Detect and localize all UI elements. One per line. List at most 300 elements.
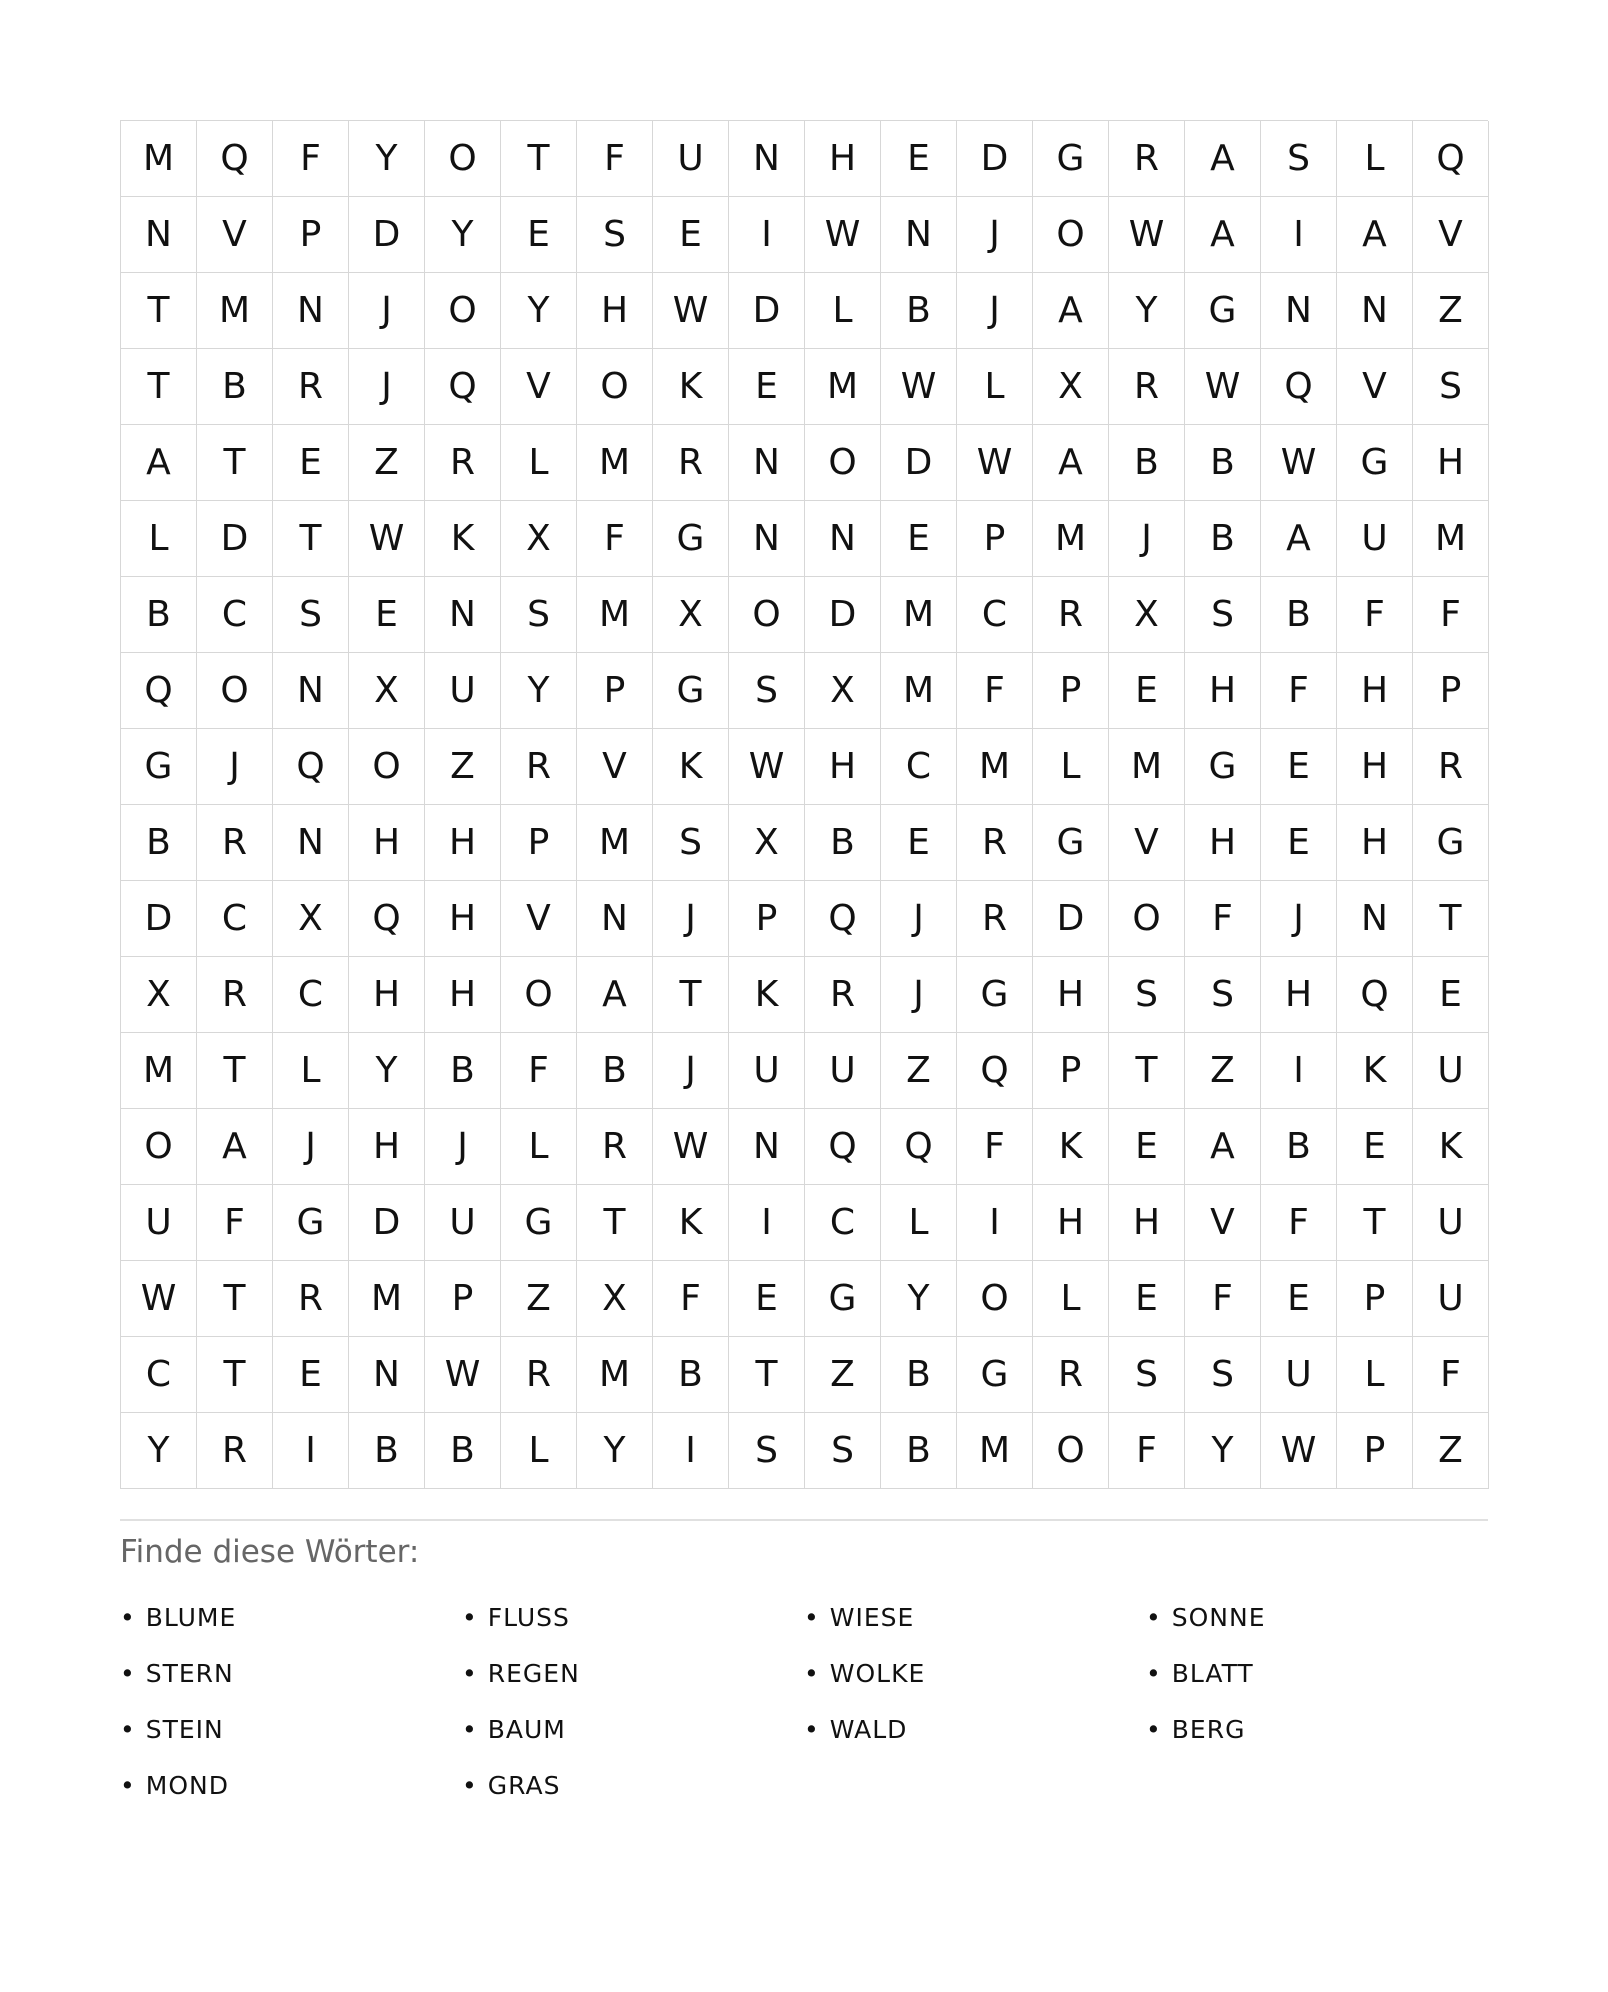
grid-cell[interactable]: H bbox=[577, 273, 653, 349]
grid-cell[interactable]: Z bbox=[501, 1261, 577, 1337]
grid-cell[interactable]: E bbox=[653, 197, 729, 273]
grid-cell[interactable]: X bbox=[729, 805, 805, 881]
grid-cell[interactable]: G bbox=[653, 653, 729, 729]
grid-cell[interactable]: N bbox=[881, 197, 957, 273]
grid-cell[interactable]: M bbox=[957, 1413, 1033, 1489]
grid-cell[interactable]: Z bbox=[805, 1337, 881, 1413]
grid-cell[interactable]: S bbox=[1109, 1337, 1185, 1413]
grid-cell[interactable]: Q bbox=[1337, 957, 1413, 1033]
grid-cell[interactable]: C bbox=[197, 881, 273, 957]
grid-cell[interactable]: F bbox=[273, 121, 349, 197]
grid-cell[interactable]: D bbox=[197, 501, 273, 577]
grid-cell[interactable]: X bbox=[1109, 577, 1185, 653]
grid-cell[interactable]: U bbox=[1413, 1033, 1489, 1109]
grid-cell[interactable]: N bbox=[121, 197, 197, 273]
grid-cell[interactable]: Y bbox=[881, 1261, 957, 1337]
grid-cell[interactable]: F bbox=[1337, 577, 1413, 653]
grid-cell[interactable]: P bbox=[729, 881, 805, 957]
grid-cell[interactable]: C bbox=[121, 1337, 197, 1413]
grid-cell[interactable]: L bbox=[1033, 729, 1109, 805]
grid-cell[interactable]: X bbox=[121, 957, 197, 1033]
grid-cell[interactable]: V bbox=[1337, 349, 1413, 425]
grid-cell[interactable]: K bbox=[1337, 1033, 1413, 1109]
grid-cell[interactable]: R bbox=[273, 1261, 349, 1337]
grid-cell[interactable]: L bbox=[881, 1185, 957, 1261]
grid-cell[interactable]: A bbox=[1033, 425, 1109, 501]
grid-cell[interactable]: J bbox=[881, 881, 957, 957]
grid-cell[interactable]: V bbox=[197, 197, 273, 273]
grid-cell[interactable]: F bbox=[1261, 653, 1337, 729]
grid-cell[interactable]: N bbox=[273, 273, 349, 349]
grid-cell[interactable]: Y bbox=[577, 1413, 653, 1489]
grid-cell[interactable]: R bbox=[1109, 121, 1185, 197]
grid-cell[interactable]: Q bbox=[881, 1109, 957, 1185]
grid-cell[interactable]: G bbox=[957, 1337, 1033, 1413]
grid-cell[interactable]: E bbox=[1109, 653, 1185, 729]
grid-cell[interactable]: U bbox=[425, 1185, 501, 1261]
grid-cell[interactable]: W bbox=[349, 501, 425, 577]
grid-cell[interactable]: T bbox=[121, 273, 197, 349]
grid-cell[interactable]: M bbox=[881, 653, 957, 729]
grid-cell[interactable]: Y bbox=[349, 121, 425, 197]
grid-cell[interactable]: O bbox=[729, 577, 805, 653]
grid-cell[interactable]: H bbox=[805, 121, 881, 197]
grid-cell[interactable]: H bbox=[1185, 805, 1261, 881]
grid-cell[interactable]: R bbox=[1109, 349, 1185, 425]
grid-cell[interactable]: L bbox=[121, 501, 197, 577]
grid-cell[interactable]: J bbox=[349, 349, 425, 425]
grid-cell[interactable]: F bbox=[1413, 577, 1489, 653]
grid-cell[interactable]: Q bbox=[197, 121, 273, 197]
grid-cell[interactable]: S bbox=[1185, 957, 1261, 1033]
grid-cell[interactable]: B bbox=[1185, 501, 1261, 577]
grid-cell[interactable]: Z bbox=[425, 729, 501, 805]
grid-cell[interactable]: S bbox=[729, 1413, 805, 1489]
grid-cell[interactable]: G bbox=[653, 501, 729, 577]
grid-cell[interactable]: E bbox=[1261, 805, 1337, 881]
grid-cell[interactable]: X bbox=[805, 653, 881, 729]
grid-cell[interactable]: N bbox=[425, 577, 501, 653]
grid-cell[interactable]: U bbox=[1337, 501, 1413, 577]
grid-cell[interactable]: J bbox=[881, 957, 957, 1033]
grid-cell[interactable]: B bbox=[881, 1337, 957, 1413]
grid-cell[interactable]: L bbox=[501, 1109, 577, 1185]
grid-cell[interactable]: B bbox=[881, 273, 957, 349]
grid-cell[interactable]: N bbox=[1337, 273, 1413, 349]
grid-cell[interactable]: R bbox=[197, 957, 273, 1033]
grid-cell[interactable]: P bbox=[957, 501, 1033, 577]
grid-cell[interactable]: L bbox=[957, 349, 1033, 425]
grid-cell[interactable]: R bbox=[501, 1337, 577, 1413]
grid-cell[interactable]: V bbox=[1413, 197, 1489, 273]
grid-cell[interactable]: E bbox=[729, 1261, 805, 1337]
grid-cell[interactable]: J bbox=[273, 1109, 349, 1185]
grid-cell[interactable]: B bbox=[881, 1413, 957, 1489]
grid-cell[interactable]: L bbox=[501, 425, 577, 501]
grid-cell[interactable]: B bbox=[197, 349, 273, 425]
grid-cell[interactable]: N bbox=[729, 501, 805, 577]
grid-cell[interactable]: W bbox=[1261, 425, 1337, 501]
grid-cell[interactable]: S bbox=[1185, 577, 1261, 653]
grid-cell[interactable]: M bbox=[1033, 501, 1109, 577]
grid-cell[interactable]: O bbox=[805, 425, 881, 501]
grid-cell[interactable]: I bbox=[1261, 197, 1337, 273]
grid-cell[interactable]: D bbox=[881, 425, 957, 501]
grid-cell[interactable]: K bbox=[1033, 1109, 1109, 1185]
grid-cell[interactable]: A bbox=[121, 425, 197, 501]
grid-cell[interactable]: W bbox=[653, 1109, 729, 1185]
grid-cell[interactable]: J bbox=[425, 1109, 501, 1185]
grid-cell[interactable]: T bbox=[501, 121, 577, 197]
grid-cell[interactable]: Y bbox=[501, 653, 577, 729]
grid-cell[interactable]: F bbox=[957, 653, 1033, 729]
grid-cell[interactable]: Q bbox=[957, 1033, 1033, 1109]
grid-cell[interactable]: S bbox=[1185, 1337, 1261, 1413]
grid-cell[interactable]: D bbox=[957, 121, 1033, 197]
grid-cell[interactable]: E bbox=[501, 197, 577, 273]
grid-cell[interactable]: M bbox=[577, 805, 653, 881]
grid-cell[interactable]: N bbox=[273, 653, 349, 729]
grid-cell[interactable]: D bbox=[121, 881, 197, 957]
grid-cell[interactable]: O bbox=[501, 957, 577, 1033]
grid-cell[interactable]: F bbox=[1413, 1337, 1489, 1413]
grid-cell[interactable]: Y bbox=[1109, 273, 1185, 349]
grid-cell[interactable]: F bbox=[501, 1033, 577, 1109]
grid-cell[interactable]: R bbox=[805, 957, 881, 1033]
grid-cell[interactable]: U bbox=[653, 121, 729, 197]
grid-cell[interactable]: I bbox=[729, 1185, 805, 1261]
grid-cell[interactable]: A bbox=[1337, 197, 1413, 273]
grid-cell[interactable]: S bbox=[805, 1413, 881, 1489]
grid-cell[interactable]: A bbox=[577, 957, 653, 1033]
grid-cell[interactable]: T bbox=[729, 1337, 805, 1413]
grid-cell[interactable]: H bbox=[1337, 805, 1413, 881]
grid-cell[interactable]: S bbox=[1109, 957, 1185, 1033]
grid-cell[interactable]: H bbox=[349, 805, 425, 881]
grid-cell[interactable]: G bbox=[805, 1261, 881, 1337]
grid-cell[interactable]: T bbox=[1109, 1033, 1185, 1109]
grid-cell[interactable]: L bbox=[1033, 1261, 1109, 1337]
grid-cell[interactable]: G bbox=[121, 729, 197, 805]
grid-cell[interactable]: M bbox=[881, 577, 957, 653]
grid-cell[interactable]: F bbox=[1185, 881, 1261, 957]
grid-cell[interactable]: Z bbox=[349, 425, 425, 501]
grid-cell[interactable]: R bbox=[1033, 1337, 1109, 1413]
grid-cell[interactable]: J bbox=[1261, 881, 1337, 957]
grid-cell[interactable]: P bbox=[1033, 653, 1109, 729]
grid-cell[interactable]: O bbox=[957, 1261, 1033, 1337]
grid-cell[interactable]: B bbox=[1261, 577, 1337, 653]
grid-cell[interactable]: P bbox=[1337, 1261, 1413, 1337]
grid-cell[interactable]: T bbox=[1413, 881, 1489, 957]
grid-cell[interactable]: H bbox=[349, 957, 425, 1033]
grid-cell[interactable]: V bbox=[501, 881, 577, 957]
grid-cell[interactable]: L bbox=[1337, 1337, 1413, 1413]
grid-cell[interactable]: B bbox=[577, 1033, 653, 1109]
grid-cell[interactable]: T bbox=[197, 425, 273, 501]
grid-cell[interactable]: E bbox=[1261, 1261, 1337, 1337]
grid-cell[interactable]: H bbox=[1109, 1185, 1185, 1261]
grid-cell[interactable]: R bbox=[957, 881, 1033, 957]
grid-cell[interactable]: K bbox=[425, 501, 501, 577]
grid-cell[interactable]: D bbox=[1033, 881, 1109, 957]
grid-cell[interactable]: N bbox=[729, 425, 805, 501]
grid-cell[interactable]: Z bbox=[1413, 1413, 1489, 1489]
grid-cell[interactable]: P bbox=[273, 197, 349, 273]
grid-cell[interactable]: Z bbox=[881, 1033, 957, 1109]
grid-cell[interactable]: M bbox=[577, 425, 653, 501]
grid-cell[interactable]: B bbox=[1261, 1109, 1337, 1185]
grid-cell[interactable]: Q bbox=[349, 881, 425, 957]
grid-cell[interactable]: C bbox=[197, 577, 273, 653]
grid-cell[interactable]: C bbox=[805, 1185, 881, 1261]
grid-cell[interactable]: T bbox=[273, 501, 349, 577]
grid-cell[interactable]: H bbox=[1337, 729, 1413, 805]
grid-cell[interactable]: L bbox=[1337, 121, 1413, 197]
grid-cell[interactable]: H bbox=[1033, 1185, 1109, 1261]
grid-cell[interactable]: J bbox=[957, 197, 1033, 273]
grid-cell[interactable]: P bbox=[1337, 1413, 1413, 1489]
grid-cell[interactable]: E bbox=[1337, 1109, 1413, 1185]
grid-cell[interactable]: J bbox=[653, 1033, 729, 1109]
grid-cell[interactable]: M bbox=[805, 349, 881, 425]
grid-cell[interactable]: F bbox=[197, 1185, 273, 1261]
grid-cell[interactable]: T bbox=[197, 1033, 273, 1109]
grid-cell[interactable]: M bbox=[957, 729, 1033, 805]
grid-cell[interactable]: O bbox=[425, 273, 501, 349]
grid-cell[interactable]: Q bbox=[1261, 349, 1337, 425]
grid-cell[interactable]: X bbox=[349, 653, 425, 729]
grid-cell[interactable]: E bbox=[729, 349, 805, 425]
grid-cell[interactable]: R bbox=[197, 1413, 273, 1489]
grid-cell[interactable]: D bbox=[349, 1185, 425, 1261]
grid-cell[interactable]: R bbox=[957, 805, 1033, 881]
grid-cell[interactable]: P bbox=[1413, 653, 1489, 729]
grid-cell[interactable]: L bbox=[273, 1033, 349, 1109]
grid-cell[interactable]: W bbox=[805, 197, 881, 273]
grid-cell[interactable]: E bbox=[881, 121, 957, 197]
grid-cell[interactable]: G bbox=[1185, 729, 1261, 805]
grid-cell[interactable]: O bbox=[425, 121, 501, 197]
grid-cell[interactable]: C bbox=[957, 577, 1033, 653]
grid-cell[interactable]: S bbox=[273, 577, 349, 653]
grid-cell[interactable]: W bbox=[1185, 349, 1261, 425]
grid-cell[interactable]: B bbox=[121, 577, 197, 653]
grid-cell[interactable]: O bbox=[197, 653, 273, 729]
grid-cell[interactable]: R bbox=[197, 805, 273, 881]
grid-cell[interactable]: Y bbox=[1185, 1413, 1261, 1489]
grid-cell[interactable]: B bbox=[425, 1033, 501, 1109]
grid-cell[interactable]: K bbox=[1413, 1109, 1489, 1185]
grid-cell[interactable]: X bbox=[501, 501, 577, 577]
grid-cell[interactable]: M bbox=[349, 1261, 425, 1337]
grid-cell[interactable]: B bbox=[349, 1413, 425, 1489]
grid-cell[interactable]: Z bbox=[1185, 1033, 1261, 1109]
grid-cell[interactable]: K bbox=[653, 1185, 729, 1261]
grid-cell[interactable]: W bbox=[1109, 197, 1185, 273]
grid-cell[interactable]: B bbox=[425, 1413, 501, 1489]
grid-cell[interactable]: J bbox=[1109, 501, 1185, 577]
grid-cell[interactable]: I bbox=[653, 1413, 729, 1489]
grid-cell[interactable]: H bbox=[425, 957, 501, 1033]
grid-cell[interactable]: H bbox=[1413, 425, 1489, 501]
grid-cell[interactable]: O bbox=[1033, 197, 1109, 273]
grid-cell[interactable]: M bbox=[121, 121, 197, 197]
grid-cell[interactable]: W bbox=[425, 1337, 501, 1413]
grid-cell[interactable]: X bbox=[577, 1261, 653, 1337]
grid-cell[interactable]: O bbox=[1033, 1413, 1109, 1489]
grid-cell[interactable]: I bbox=[1261, 1033, 1337, 1109]
grid-cell[interactable]: Q bbox=[273, 729, 349, 805]
grid-cell[interactable]: U bbox=[1413, 1261, 1489, 1337]
grid-cell[interactable]: T bbox=[197, 1261, 273, 1337]
grid-cell[interactable]: B bbox=[1185, 425, 1261, 501]
grid-cell[interactable]: G bbox=[273, 1185, 349, 1261]
grid-cell[interactable]: N bbox=[729, 1109, 805, 1185]
grid-cell[interactable]: M bbox=[577, 577, 653, 653]
grid-cell[interactable]: F bbox=[1109, 1413, 1185, 1489]
grid-cell[interactable]: J bbox=[653, 881, 729, 957]
grid-cell[interactable]: S bbox=[729, 653, 805, 729]
grid-cell[interactable]: H bbox=[1261, 957, 1337, 1033]
grid-cell[interactable]: X bbox=[1033, 349, 1109, 425]
grid-cell[interactable]: T bbox=[653, 957, 729, 1033]
grid-cell[interactable]: B bbox=[1109, 425, 1185, 501]
grid-cell[interactable]: N bbox=[729, 121, 805, 197]
grid-cell[interactable]: E bbox=[881, 501, 957, 577]
grid-cell[interactable]: U bbox=[729, 1033, 805, 1109]
grid-cell[interactable]: S bbox=[1413, 349, 1489, 425]
grid-cell[interactable]: F bbox=[957, 1109, 1033, 1185]
grid-cell[interactable]: R bbox=[425, 425, 501, 501]
grid-cell[interactable]: I bbox=[729, 197, 805, 273]
grid-cell[interactable]: K bbox=[729, 957, 805, 1033]
grid-cell[interactable]: C bbox=[881, 729, 957, 805]
grid-cell[interactable]: L bbox=[501, 1413, 577, 1489]
grid-cell[interactable]: U bbox=[805, 1033, 881, 1109]
grid-cell[interactable]: I bbox=[957, 1185, 1033, 1261]
grid-cell[interactable]: V bbox=[577, 729, 653, 805]
grid-cell[interactable]: G bbox=[1185, 273, 1261, 349]
grid-cell[interactable]: Y bbox=[349, 1033, 425, 1109]
grid-cell[interactable]: Q bbox=[805, 1109, 881, 1185]
grid-cell[interactable]: F bbox=[1261, 1185, 1337, 1261]
grid-cell[interactable]: Y bbox=[121, 1413, 197, 1489]
grid-cell[interactable]: D bbox=[349, 197, 425, 273]
grid-cell[interactable]: D bbox=[729, 273, 805, 349]
grid-cell[interactable]: E bbox=[273, 425, 349, 501]
grid-cell[interactable]: L bbox=[805, 273, 881, 349]
grid-cell[interactable]: Q bbox=[425, 349, 501, 425]
grid-cell[interactable]: F bbox=[653, 1261, 729, 1337]
grid-cell[interactable]: R bbox=[273, 349, 349, 425]
grid-cell[interactable]: M bbox=[121, 1033, 197, 1109]
grid-cell[interactable]: I bbox=[273, 1413, 349, 1489]
grid-cell[interactable]: W bbox=[653, 273, 729, 349]
grid-cell[interactable]: B bbox=[805, 805, 881, 881]
grid-cell[interactable]: S bbox=[577, 197, 653, 273]
grid-cell[interactable]: K bbox=[653, 729, 729, 805]
grid-cell[interactable]: U bbox=[1261, 1337, 1337, 1413]
grid-cell[interactable]: T bbox=[577, 1185, 653, 1261]
grid-cell[interactable]: P bbox=[425, 1261, 501, 1337]
grid-cell[interactable]: O bbox=[577, 349, 653, 425]
grid-cell[interactable]: M bbox=[1413, 501, 1489, 577]
grid-cell[interactable]: Y bbox=[425, 197, 501, 273]
grid-cell[interactable]: O bbox=[121, 1109, 197, 1185]
grid-cell[interactable]: E bbox=[1109, 1261, 1185, 1337]
grid-cell[interactable]: H bbox=[425, 881, 501, 957]
grid-cell[interactable]: J bbox=[957, 273, 1033, 349]
grid-cell[interactable]: A bbox=[197, 1109, 273, 1185]
grid-cell[interactable]: G bbox=[1337, 425, 1413, 501]
grid-cell[interactable]: A bbox=[1261, 501, 1337, 577]
grid-cell[interactable]: N bbox=[1261, 273, 1337, 349]
grid-cell[interactable]: E bbox=[273, 1337, 349, 1413]
grid-cell[interactable]: V bbox=[501, 349, 577, 425]
grid-cell[interactable]: W bbox=[881, 349, 957, 425]
grid-cell[interactable]: W bbox=[957, 425, 1033, 501]
grid-cell[interactable]: E bbox=[349, 577, 425, 653]
grid-cell[interactable]: R bbox=[1413, 729, 1489, 805]
grid-cell[interactable]: E bbox=[1109, 1109, 1185, 1185]
grid-cell[interactable]: C bbox=[273, 957, 349, 1033]
grid-cell[interactable]: S bbox=[1261, 121, 1337, 197]
grid-cell[interactable]: J bbox=[349, 273, 425, 349]
grid-cell[interactable]: U bbox=[1413, 1185, 1489, 1261]
grid-cell[interactable]: V bbox=[1185, 1185, 1261, 1261]
grid-cell[interactable]: E bbox=[881, 805, 957, 881]
grid-cell[interactable]: F bbox=[1185, 1261, 1261, 1337]
grid-cell[interactable]: W bbox=[729, 729, 805, 805]
grid-cell[interactable]: N bbox=[577, 881, 653, 957]
grid-cell[interactable]: G bbox=[957, 957, 1033, 1033]
grid-cell[interactable]: W bbox=[121, 1261, 197, 1337]
grid-cell[interactable]: A bbox=[1185, 1109, 1261, 1185]
grid-cell[interactable]: M bbox=[197, 273, 273, 349]
grid-cell[interactable]: T bbox=[121, 349, 197, 425]
grid-cell[interactable]: Z bbox=[1413, 273, 1489, 349]
grid-cell[interactable]: M bbox=[1109, 729, 1185, 805]
grid-cell[interactable]: P bbox=[1033, 1033, 1109, 1109]
grid-cell[interactable]: E bbox=[1261, 729, 1337, 805]
grid-cell[interactable]: O bbox=[1109, 881, 1185, 957]
grid-cell[interactable]: N bbox=[273, 805, 349, 881]
grid-cell[interactable]: V bbox=[1109, 805, 1185, 881]
grid-cell[interactable]: A bbox=[1033, 273, 1109, 349]
grid-cell[interactable]: Y bbox=[501, 273, 577, 349]
grid-cell[interactable]: X bbox=[273, 881, 349, 957]
grid-cell[interactable]: A bbox=[1185, 197, 1261, 273]
grid-cell[interactable]: H bbox=[349, 1109, 425, 1185]
grid-cell[interactable]: P bbox=[577, 653, 653, 729]
grid-cell[interactable]: B bbox=[653, 1337, 729, 1413]
grid-cell[interactable]: G bbox=[1033, 121, 1109, 197]
grid-cell[interactable]: T bbox=[197, 1337, 273, 1413]
grid-cell[interactable]: N bbox=[805, 501, 881, 577]
grid-cell[interactable]: N bbox=[349, 1337, 425, 1413]
grid-cell[interactable]: B bbox=[121, 805, 197, 881]
grid-cell[interactable]: R bbox=[653, 425, 729, 501]
grid-cell[interactable]: X bbox=[653, 577, 729, 653]
grid-cell[interactable]: U bbox=[425, 653, 501, 729]
grid-cell[interactable]: R bbox=[577, 1109, 653, 1185]
grid-cell[interactable]: P bbox=[501, 805, 577, 881]
grid-cell[interactable]: R bbox=[1033, 577, 1109, 653]
grid-cell[interactable]: Q bbox=[805, 881, 881, 957]
grid-cell[interactable]: K bbox=[653, 349, 729, 425]
grid-cell[interactable]: W bbox=[1261, 1413, 1337, 1489]
